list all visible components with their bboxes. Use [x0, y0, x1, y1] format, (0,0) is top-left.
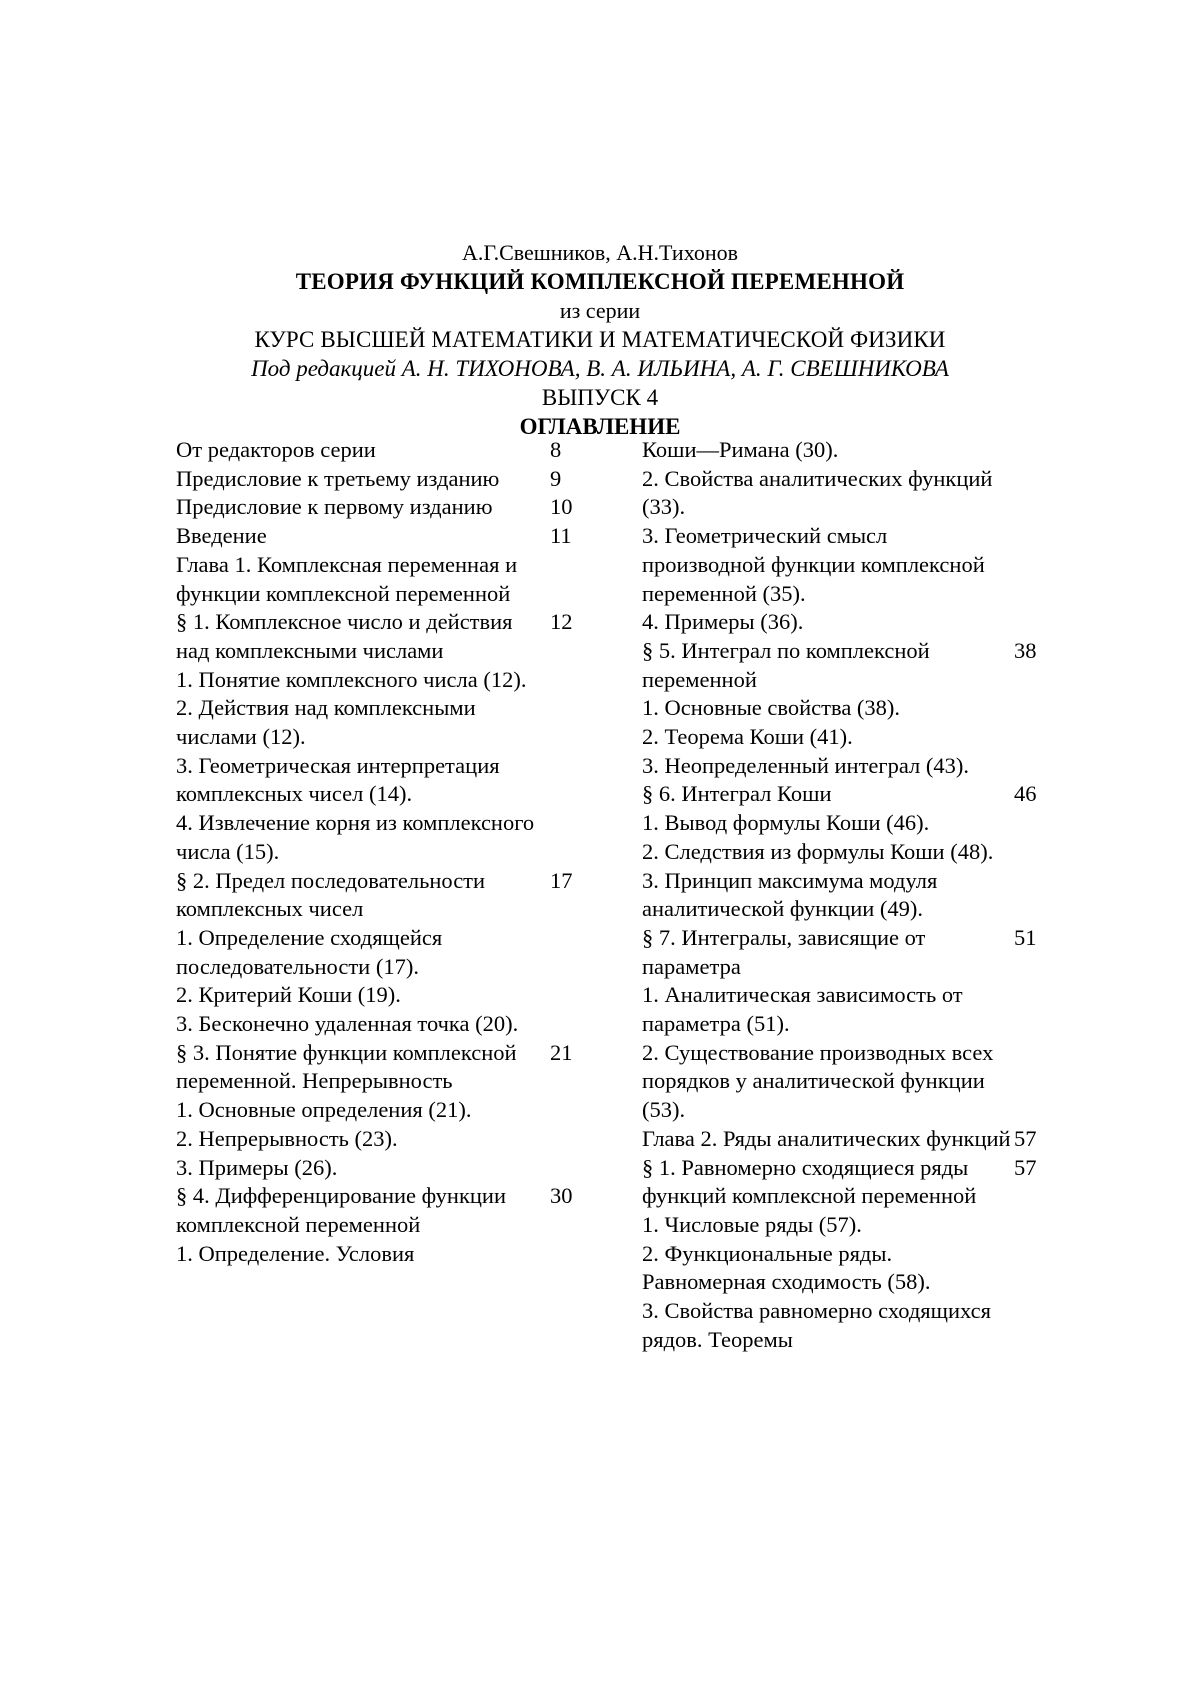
toc-entry-page-number: 21 — [550, 1039, 573, 1065]
toc-entry-title: 3. Принцип максимума модуля аналитической функции (49). — [642, 867, 938, 922]
toc-entry-title: 1. Основные свойства (38). — [642, 695, 901, 721]
toc-entry-title: § 1. Комплексное число и действия над комплексными числами — [176, 609, 513, 663]
toc-entry-title: 3. Геометрический смысл производной функции комплексной переменной (35). — [642, 523, 985, 606]
toc-entry — [642, 838, 1012, 867]
toc-entry-title: 2. Теорема Коши (41). — [642, 724, 853, 750]
authors: А.Г.Свешников, А.Н.Тихонов — [461, 240, 739, 265]
toc-entry-title: 2. Существование производных всех порядков у аналитической функции (53). — [642, 1039, 994, 1123]
toc-entry-title: 2. Действия над комплексными числами (12). — [176, 695, 476, 750]
toc-entry-page-number: 57 — [1014, 1154, 1037, 1180]
toc-entry-title: 3. Неопределенный интеграл (43). — [642, 752, 970, 778]
toc-entry — [176, 1240, 536, 1269]
toc-entry — [642, 981, 1012, 1038]
toc-entry-title: 1. Основные определения (21). — [176, 1097, 472, 1123]
toc-left-column — [176, 436, 573, 1268]
toc-entry-title: 4. Извлечение корня из комплексного числа (15). — [176, 810, 535, 864]
toc-entry — [176, 436, 562, 465]
issue-number: ВЫПУСК 4 — [541, 385, 659, 410]
toc-entry-title: § 1. Равномерно сходящиеся ряды функций комплексной переменной — [642, 1154, 977, 1209]
toc-entry-title: 2. Функциональные ряды. Равномерная сходимость (58). — [642, 1240, 931, 1295]
title-block — [0, 238, 1200, 441]
toc-entry-title: § 4. Дифференцирование функции комплексной переменной — [176, 1183, 507, 1237]
toc-entry — [176, 981, 536, 1010]
toc-entry — [642, 809, 1012, 838]
toc-entry — [642, 1125, 1037, 1154]
toc-entry-title: От редакторов серии — [176, 437, 376, 462]
toc-entry-title: Предисловие к первому изданию — [176, 494, 493, 520]
toc-entry-title: 4. Примеры (36). — [642, 609, 804, 635]
toc-entry-title: Глава 2. Ряды аналитических функций — [642, 1125, 1011, 1151]
toc-entry — [642, 637, 1037, 694]
toc-entry-title: 2. Следствия из формулы Коши (48). — [642, 838, 994, 864]
book-title: ТЕОРИЯ ФУНКЦИЙ КОМПЛЕКСНОЙ ПЕРЕМЕННОЙ — [295, 269, 905, 294]
toc-entry — [642, 608, 1012, 637]
toc-entry-page-number: 38 — [1014, 637, 1037, 663]
toc-entry — [176, 551, 536, 608]
toc-entry — [176, 493, 573, 522]
toc-entry — [176, 465, 562, 494]
toc-entry — [642, 1154, 1037, 1211]
toc-entry — [642, 1297, 1012, 1354]
toc-entry-title: 1. Определение. Условия — [176, 1240, 415, 1266]
toc-entry — [642, 436, 1012, 465]
toc-entry-title: 2. Критерий Коши (19). — [176, 982, 401, 1008]
toc-entry — [642, 752, 1012, 781]
toc-entry-page-number: 30 — [550, 1183, 573, 1209]
toc-entry — [642, 694, 1012, 723]
toc-entry-title: 3. Бесконечно удаленная точка (20). — [176, 1011, 519, 1037]
toc-entry-title: 3. Свойства равномерно сходящихся рядов. Теоремы — [642, 1298, 991, 1352]
toc-entry — [642, 723, 1012, 752]
toc-entry — [176, 1039, 573, 1096]
toc-entry-title: Коши—Римана (30). — [642, 437, 839, 462]
toc-entry — [642, 924, 1037, 981]
toc-entry — [642, 1039, 1012, 1125]
toc-entry-title: 1. Аналитическая зависимость от параметра (51). — [642, 982, 963, 1037]
toc-entry — [176, 666, 536, 695]
toc-entry-page-number: 12 — [550, 609, 573, 635]
toc-entry — [176, 752, 536, 809]
toc-entry — [176, 1125, 536, 1154]
toc-entry-title: § 3. Понятие функции комплексной переменной. Непрерывность — [176, 1039, 517, 1094]
toc-entry — [642, 1211, 1012, 1240]
toc-entry-page-number: 46 — [1014, 781, 1037, 807]
toc-entry — [642, 522, 1012, 608]
toc-entry — [176, 522, 572, 551]
toc-entry-page-number: 11 — [550, 523, 572, 549]
toc-entry — [176, 1154, 536, 1183]
toc-entry-title: 2. Непрерывность (23). — [176, 1125, 398, 1151]
toc-heading: ОГЛАВЛЕНИЕ — [519, 414, 681, 439]
toc-entry-title: Глава 1. Комплексная переменная и функции комплексной переменной — [176, 551, 518, 606]
toc-entry-title: § 6. Интеграл Коши — [642, 781, 832, 807]
toc-entry-page-number: 17 — [550, 867, 573, 893]
toc-entry — [176, 1182, 573, 1239]
toc-entry-title: 3. Геометрическая интерпретация комплексных чисел (14). — [176, 752, 500, 807]
toc-entry-page-number: 57 — [1014, 1125, 1037, 1151]
toc-entry-page-number: 10 — [550, 494, 573, 520]
toc-entry-title: 2. Свойства аналитических функций (33). — [642, 465, 993, 520]
toc-entry-page-number: 8 — [550, 437, 562, 462]
toc-entry-title: Предисловие к третьему изданию — [176, 465, 500, 491]
toc-entry — [176, 694, 536, 751]
toc-entry — [176, 809, 536, 866]
toc-entry — [176, 1096, 536, 1125]
toc-entry-title: Введение — [176, 523, 267, 549]
toc-entry-title: 1. Вывод формулы Коши (46). — [642, 810, 930, 836]
toc-entry-title: 1. Определение сходящейся последовательности (17). — [176, 924, 443, 979]
toc-entry-title: 1. Понятие комплексного числа (12). — [176, 666, 527, 692]
series-title: КУРС ВЫСШЕЙ МАТЕМАТИКИ И МАТЕМАТИЧЕСКОЙ ФИЗИКИ — [254, 327, 946, 352]
toc-right-column — [642, 436, 1037, 1355]
toc-entry — [176, 1010, 536, 1039]
toc-entry — [642, 867, 1012, 924]
toc-entry — [176, 608, 573, 665]
toc-entry — [642, 780, 1037, 809]
toc-entry-page-number: 9 — [550, 465, 562, 491]
toc-entry-title: § 5. Интеграл по комплексной переменной — [642, 637, 930, 692]
toc-entry-title: § 2. Предел последовательности комплексных чисел — [176, 867, 486, 922]
toc-entry-page-number: 51 — [1014, 924, 1037, 950]
toc-entry — [176, 867, 573, 924]
toc-entry-title: § 7. Интегралы, зависящие от параметра — [642, 924, 926, 979]
toc-entry — [642, 465, 1012, 522]
toc-entry-title: 3. Примеры (26). — [176, 1154, 338, 1180]
toc-entry — [642, 1240, 1012, 1297]
toc-entry-title: 1. Числовые ряды (57). — [642, 1211, 862, 1237]
toc-entry — [176, 924, 536, 981]
from-series-label: из серии — [559, 298, 641, 323]
editors-line: Под редакцией А. Н. ТИХОНОВА, В. А. ИЛЬИНА, А. Г. СВЕШНИКОВА — [251, 356, 949, 381]
